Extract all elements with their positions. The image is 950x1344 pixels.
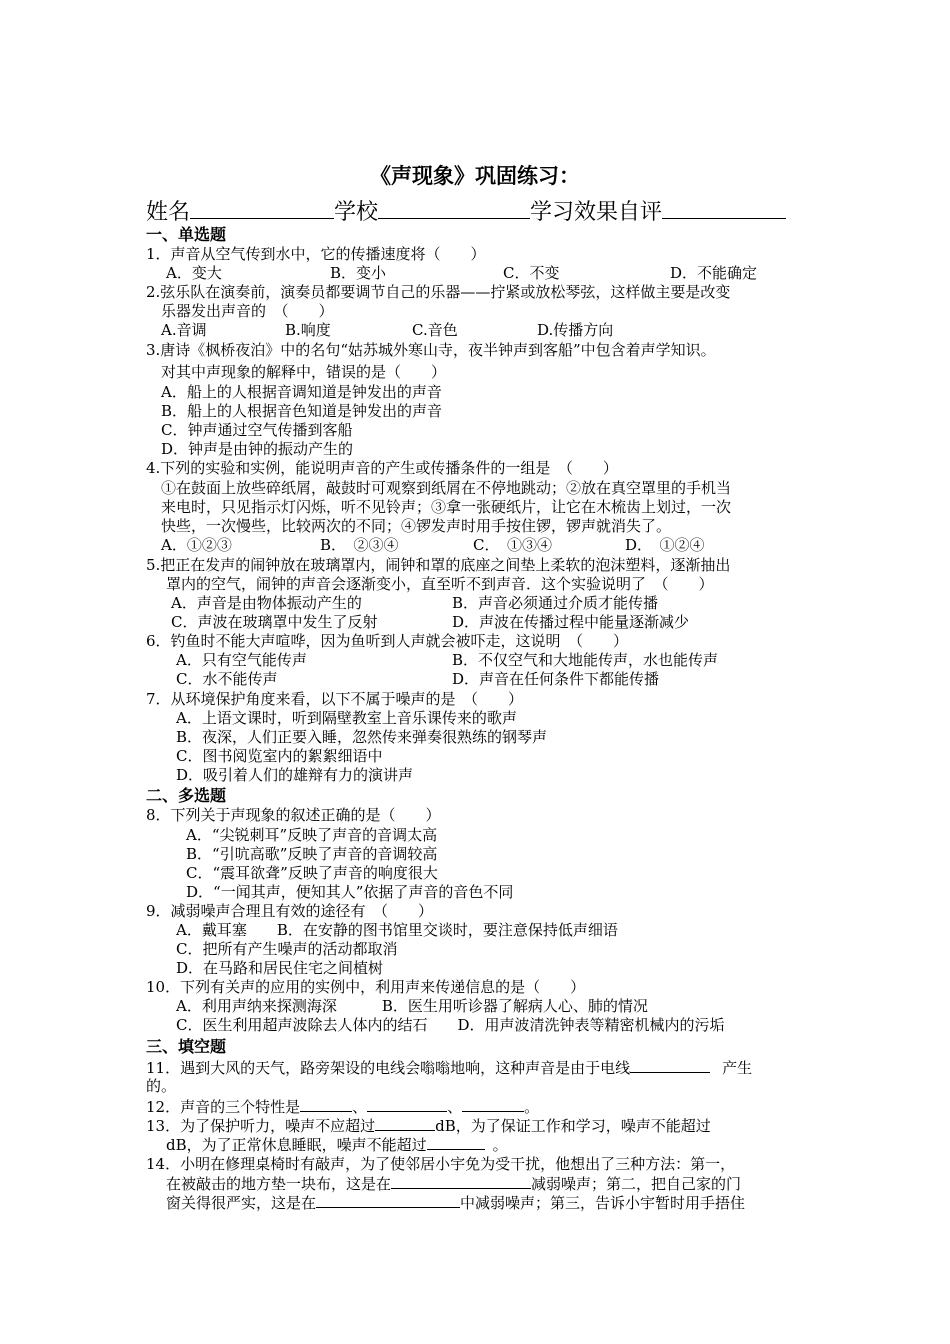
question-14-text-c: 窗关得很严实，这是在 bbox=[166, 1194, 317, 1212]
question-13-blank-1[interactable] bbox=[375, 1116, 435, 1131]
question-4-body-line3: 快些，一次慢些，比较两次的不同；④锣发声时用手按住锣，锣声就消失了。 bbox=[161, 517, 672, 535]
question-3-option-a: A．船上的人根据音调知道是钟发出的声音 bbox=[161, 383, 442, 401]
question-6-option-d: D．声音在任何条件下都能传播 bbox=[452, 670, 660, 688]
question-10-options-cd: C．医生利用超声波除去人体内的结石 D．用声波清洗钟表等精密机械内的污垢 bbox=[176, 1016, 725, 1034]
eval-field[interactable] bbox=[662, 198, 786, 219]
question-12-blank-1[interactable] bbox=[300, 1097, 352, 1112]
school-label: 学校 bbox=[334, 200, 379, 225]
question-11-line2: 的。 bbox=[146, 1077, 177, 1095]
question-13-text-c: dB，为了正常休息睡眠，噪声不能超过 bbox=[166, 1136, 427, 1154]
question-13-line1 bbox=[146, 1116, 711, 1136]
question-12-blank-3[interactable] bbox=[462, 1097, 524, 1112]
name-label: 姓名 bbox=[146, 200, 191, 225]
question-3-option-b: B．船上的人根据音色知道是钟发出的声音 bbox=[161, 402, 443, 420]
question-2-stem-line1: 2.弦乐队在演奏前，演奏员都要调节自己的乐器——拧紧或放松琴弦，这样做主要是改变 bbox=[146, 283, 731, 301]
question-14-line3 bbox=[166, 1193, 745, 1213]
question-13-end: 。 bbox=[492, 1136, 508, 1154]
question-13-blank-2[interactable] bbox=[427, 1135, 485, 1150]
question-3-stem-line1: 3.唐诗《枫桥夜泊》中的名句“姑苏城外寒山寺，夜半钟声到客船”中包含着声学知识。 bbox=[146, 341, 716, 359]
question-11-text-b: 产生 bbox=[722, 1059, 753, 1077]
name-field[interactable] bbox=[190, 198, 334, 219]
question-9-option-c: C．把所有产生噪声的活动都取消 bbox=[176, 940, 398, 958]
question-4-option-b: B． ②③④ bbox=[320, 536, 399, 554]
question-2-option-d: D.传播方向 bbox=[537, 321, 614, 339]
question-1-option-a: A．变大 bbox=[166, 264, 222, 282]
question-6-option-c: C．水不能传声 bbox=[176, 670, 278, 688]
question-10-options-ab: A．利用声纳来探测海深 B．医生用听诊器了解病人心、肺的情况 bbox=[176, 997, 648, 1015]
question-5-option-a: A．声音是由物体振动产生的 bbox=[171, 594, 362, 612]
question-8-option-d: D．“一闻其声，便知其人”依据了声音的音色不同 bbox=[186, 883, 514, 901]
question-12-blank-2[interactable] bbox=[367, 1097, 447, 1112]
question-1-option-d: D．不能确定 bbox=[670, 264, 758, 282]
question-8-option-a: A．“尖锐刺耳”反映了声音的音调太高 bbox=[186, 826, 438, 844]
question-8-option-b: B．“引吭高歌”反映了声音的音调较高 bbox=[186, 845, 438, 863]
question-3-option-c: C．钟声通过空气传播到客船 bbox=[161, 421, 353, 439]
question-8-option-c: C．“震耳欲聋”反映了声音的响度很大 bbox=[186, 864, 438, 882]
question-12-separator-2: 、 bbox=[447, 1098, 463, 1116]
question-14-text-b: 减弱噪声；第二，把自己家的门 bbox=[531, 1175, 742, 1193]
question-1-option-c: C．不变 bbox=[503, 264, 560, 282]
question-2-option-a: A.音调 bbox=[161, 321, 207, 339]
question-7-option-b: B．夜深，人们正要入睡，忽然传来弹奏很熟练的钢琴声 bbox=[176, 728, 548, 746]
question-4-option-d: D． ①②④ bbox=[625, 536, 705, 554]
question-7-option-d: D．吸引着人们的雄辩有力的演讲声 bbox=[176, 766, 414, 784]
question-7-option-c: C．图书阅览室内的絮絮细语中 bbox=[176, 747, 383, 765]
question-4-body-line2: 来电时，只见指示灯闪烁，听不见铃声；③拿一张硬纸片，让它在木梳齿上划过，一次 bbox=[161, 498, 732, 516]
question-5-stem-line1: 5.把正在发声的闹钟放在玻璃罩内，闹钟和罩的底座之间垫上柔软的泡沫塑料，逐渐抽出 bbox=[146, 556, 731, 574]
question-12-end: 。 bbox=[524, 1098, 540, 1116]
question-4-option-a: A．①②③ bbox=[161, 536, 232, 554]
question-2-option-c: C.音色 bbox=[412, 321, 458, 339]
question-9-option-d: D．在马路和居民住宅之间植树 bbox=[176, 959, 384, 977]
question-7-stem: 7．从环境保护角度来看，以下不属于噪声的是 （ ） bbox=[146, 690, 524, 708]
page-title: 《声现象》巩固练习： bbox=[370, 164, 580, 188]
question-2-option-b: B.响度 bbox=[285, 321, 331, 339]
question-11-blank[interactable] bbox=[630, 1058, 710, 1073]
section-heading-multi: 二、多选题 bbox=[146, 786, 227, 805]
question-5-option-b: B．声音必须通过介质才能传播 bbox=[452, 594, 659, 612]
question-14-text-d: 中减弱噪声；第三，告诉小宇暂时用手捂住 bbox=[460, 1194, 746, 1212]
question-5-option-d: D．声波在传播过程中能量逐渐减少 bbox=[452, 613, 690, 631]
question-6-option-b: B．不仅空气和大地能传声，水也能传声 bbox=[452, 651, 719, 669]
question-1-option-b: B．变小 bbox=[330, 264, 387, 282]
question-3-stem-line2: 对其中声现象的解释中，错误的是（ ） bbox=[161, 363, 447, 381]
question-2-stem-line2: 乐器发出声音的 （ ） bbox=[161, 302, 334, 320]
eval-label: 学习效果自评 bbox=[530, 200, 663, 225]
question-8-stem: 8．下列关于声现象的叙述正确的是（ ） bbox=[146, 806, 441, 824]
section-heading-single: 一、单选题 bbox=[146, 225, 227, 244]
student-info-line bbox=[146, 198, 786, 227]
section-heading-fill: 三、填空题 bbox=[146, 1037, 227, 1056]
question-14-line1: 14．小明在修理桌椅时有敲声，为了使邻居小宇免为受干扰，他想出了三种方法：第一， bbox=[146, 1155, 736, 1173]
question-7-option-a: A．上语文课时，听到隔壁教室上音乐课传来的歌声 bbox=[176, 709, 517, 727]
question-6-stem: 6．钓鱼时不能大声喧哗，因为鱼听到人声就会被吓走，这说明 （ ） bbox=[146, 632, 629, 650]
school-field[interactable] bbox=[378, 198, 530, 219]
question-14-blank-2[interactable] bbox=[316, 1193, 460, 1208]
question-14-line2 bbox=[166, 1174, 741, 1194]
question-4-option-c: C． ①③④ bbox=[473, 536, 552, 554]
question-13-text-a: 13．为了保护听力，噪声不应超过 bbox=[146, 1117, 376, 1135]
question-12-line bbox=[146, 1097, 539, 1117]
question-4-body-line1: ①在鼓面上放些碎纸屑，敲鼓时可观察到纸屑在不停地跳动；②放在真空罩里的手机当 bbox=[161, 479, 732, 497]
question-11-line1 bbox=[146, 1058, 752, 1078]
question-14-text-a: 在被敲击的地方垫一块布，这是在 bbox=[166, 1175, 392, 1193]
question-5-stem-line2: 罩内的空气，闹钟的声音会逐渐变小，直至听不到声音．这个实验说明了 （ ） bbox=[166, 575, 714, 593]
question-13-line2 bbox=[166, 1135, 508, 1155]
question-6-option-a: A．只有空气能传声 bbox=[176, 651, 307, 669]
question-9-options-ab: A．戴耳塞 B．在安静的图书馆里交谈时，要注意保持低声细语 bbox=[176, 921, 618, 939]
question-12-text: 12．声音的三个特性是 bbox=[146, 1098, 301, 1116]
question-9-stem: 9．减弱噪声合理且有效的途径有 （ ） bbox=[146, 902, 434, 920]
question-14-blank-1[interactable] bbox=[391, 1174, 531, 1189]
question-5-option-c: C．声波在玻璃罩中发生了反射 bbox=[171, 613, 378, 631]
question-1-stem: 1．声音从空气传到水中，它的传播速度将（ ） bbox=[146, 245, 486, 263]
question-12-separator-1: 、 bbox=[352, 1098, 368, 1116]
question-11-text-a: 11．遇到大风的天气，路旁架设的电线会嗡嗡地响，这种声音是由于电线 bbox=[146, 1059, 631, 1077]
question-10-stem: 10．下列有关声的应用的实例中，利用声来传递信息的是（ ） bbox=[146, 978, 586, 996]
question-3-option-d: D．钟声是由钟的振动产生的 bbox=[161, 440, 354, 458]
question-13-text-b: dB，为了保证工作和学习，噪声不能超过 bbox=[435, 1117, 711, 1135]
question-4-stem: 4.下列的实验和实例，能说明声音的产生或传播条件的一组是 （ ） bbox=[146, 459, 618, 477]
